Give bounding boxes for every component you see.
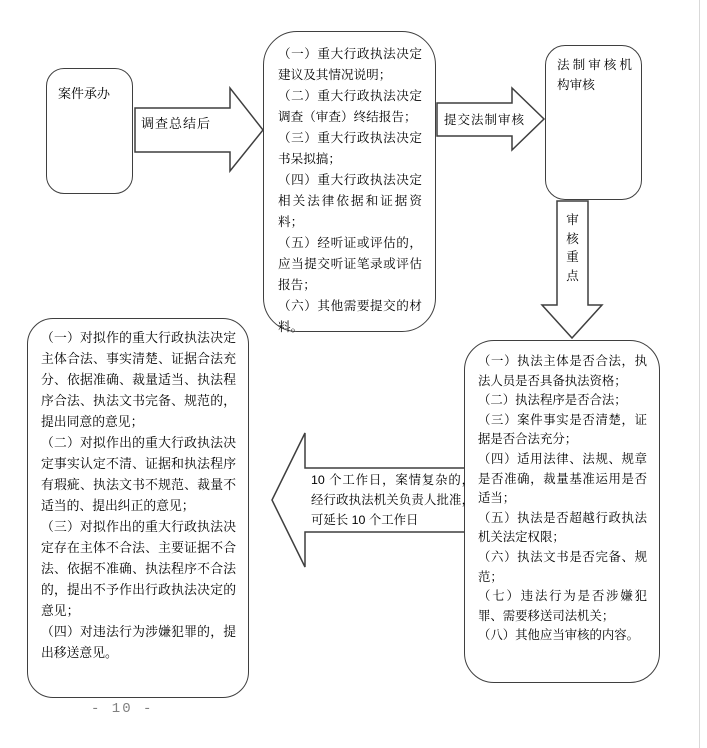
materials-item: （六）其他需要提交的材料。 — [278, 299, 422, 334]
case-handling-label: 案件承办 — [58, 86, 111, 101]
after-investigation-arrow-label: 调查总结后 — [141, 116, 212, 131]
review-key-points-box — [464, 340, 660, 683]
key-point-item: （八）其他应当审核的内容。 — [478, 628, 640, 643]
opinion-item: （二）对拟作出的重大行政执法决定事实认定不清、证据和执法程序有瑕疵、执法文书不规范、裁量不适当的、提出纠正的意见； — [41, 435, 236, 513]
key-point-item: （六）执法文书是否完备、规范； — [478, 549, 647, 584]
review-focus-arrow-label: 审核重点 — [566, 213, 579, 283]
key-point-item: （七）违法行为是否涉嫌犯罪、需要移送司法机关； — [478, 589, 647, 623]
key-point-item: （一）执法主体是否合法，执法人员是否具备执法资格； — [478, 354, 647, 388]
legal-review-org-box — [545, 45, 642, 200]
materials-item: （五）经听证或评估的，应当提交听证笔录或评估报告； — [278, 236, 422, 292]
key-point-item: （四）适用法律、法规、规章是否准确，裁量基准运用是否适当； — [478, 451, 647, 506]
page-number: - 10 - — [91, 701, 154, 717]
opinion-item: （四）对违法行为涉嫌犯罪的，提出移送意见。 — [41, 624, 236, 660]
materials-item: （三）重大行政执法决定书呆拟搞； — [278, 131, 422, 166]
materials-item: （二）重大行政执法决定调查（审查）终结报告； — [278, 89, 422, 124]
submission-materials-box — [263, 31, 436, 332]
review-opinions-box — [27, 318, 249, 698]
key-point-item: （二）执法程序是否合法； — [478, 393, 627, 408]
page-edge-line — [699, 0, 700, 748]
duration-arrow-label: 10 个工作日，案情复杂的，经行政执法机关负责人批准，可延长 10 个工作日 — [311, 473, 474, 527]
submit-review-arrow-label: 提交法制审核 — [444, 113, 526, 127]
key-point-item: （五）执法是否超越行政执法机关法定权限； — [478, 510, 647, 545]
opinion-item: （三）对拟作出的重大行政执法决定存在主体不合法、主要证据不合法、依据不准确、执法程序不合法的，提出不予作出行政执法决定的意见； — [41, 519, 236, 618]
case-handling-box — [46, 68, 133, 194]
materials-item: （一）重大行政执法决定建议及其情况说明； — [278, 47, 422, 82]
materials-item: （四）重大行政执法决定相关法律依据和证据资料； — [278, 173, 422, 229]
key-point-item: （三）案件事实是否清楚，证据是否合法充分； — [478, 412, 647, 447]
legal-review-org-label: 法制审核机构审核 — [557, 58, 632, 92]
opinion-item: （一）对拟作的重大行政执法决定主体合法、事实清楚、证据合法充分、依据准确、裁量适当、执法程序合法、执法文书完备、规范的，提出同意的意见； — [41, 330, 236, 429]
